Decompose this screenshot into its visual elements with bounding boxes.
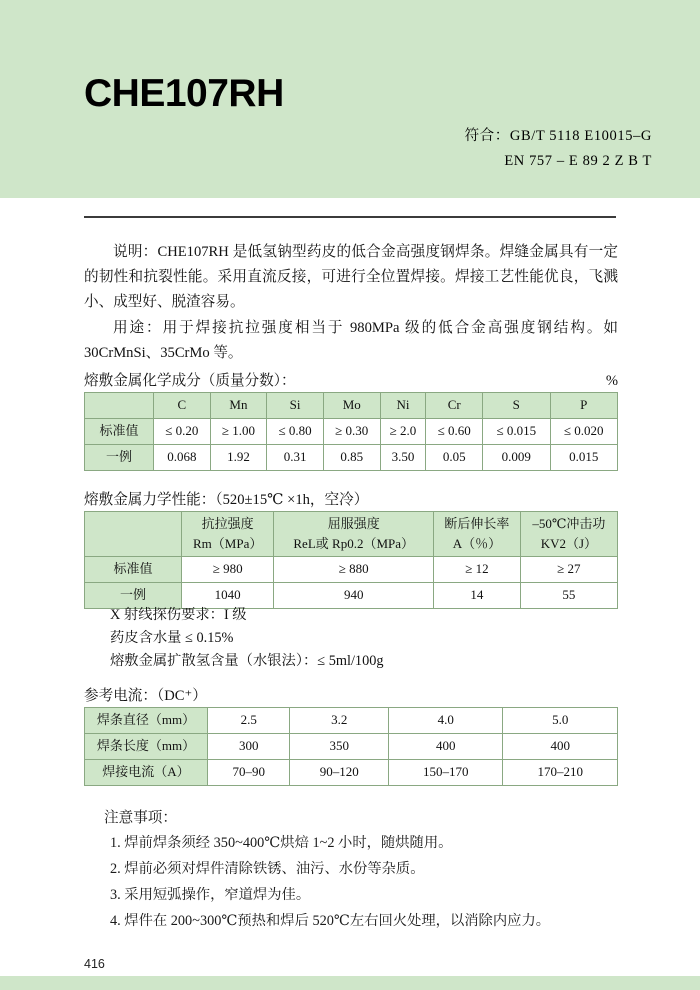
- mech-header-tensile: [182, 512, 274, 557]
- mech-header-impact: [520, 512, 617, 557]
- chem-row-1-mn: 1.92: [210, 445, 267, 471]
- current-row-1-v3: 400: [503, 734, 618, 760]
- chem-row-1-mo: 0.85: [323, 445, 380, 471]
- mech-table: [84, 511, 618, 609]
- table-row: [85, 708, 618, 734]
- warning-item-1: 1. 焊前焊条须经 350~400℃烘焙 1~2 小时，随烘随用。: [110, 835, 453, 851]
- chem-table-wrapper: [84, 392, 618, 471]
- chem-row-0-c: ≤ 0.20: [154, 419, 211, 445]
- table-row: [85, 557, 618, 583]
- current-row-2-v0: 70–90: [208, 760, 290, 786]
- mech-row-0-impact: ≥ 27: [520, 557, 617, 583]
- mech-row-0-elongation: ≥ 12: [434, 557, 521, 583]
- current-row-1-v1: 350: [290, 734, 388, 760]
- table-row: [85, 760, 618, 786]
- mech-row-0-tensile: ≥ 980: [182, 557, 274, 583]
- mech-header-impact-line1: –50℃冲击功: [532, 516, 606, 531]
- chem-row-1-label: 一例: [85, 445, 154, 471]
- page-title: CHE107RH: [84, 72, 284, 115]
- chem-row-1-cr: 0.05: [426, 445, 483, 471]
- warnings-title: 注意事项：: [104, 810, 177, 826]
- mech-header-elongation-line1: 断后伸长率: [444, 516, 510, 531]
- chem-row-0-s: ≤ 0.015: [483, 419, 550, 445]
- current-row-0-v1: 3.2: [290, 708, 388, 734]
- mech-row-1-tensile: 1040: [182, 583, 274, 609]
- warning-item-4: 4. 焊件在 200~300℃预热和焊后 520℃左右回火处理，以消除内应力。: [110, 913, 551, 929]
- current-row-0-v2: 4.0: [388, 708, 503, 734]
- warning-item-2: 2. 焊前必须对焊件清除铁锈、油污、水份等杂质。: [110, 861, 425, 877]
- mech-note-0: X 射线探伤要求：I 级: [110, 607, 247, 623]
- mech-notes: [84, 604, 644, 673]
- current-table: [84, 707, 618, 786]
- chem-row-0-mo: ≥ 0.30: [323, 419, 380, 445]
- page-number: 416: [84, 957, 105, 971]
- chem-row-0-mn: ≥ 1.00: [210, 419, 267, 445]
- standards-block: [465, 124, 652, 174]
- table-header-row: [85, 512, 618, 557]
- header-divider: [84, 216, 616, 218]
- chem-row-0-ni: ≥ 2.0: [380, 419, 426, 445]
- chem-header-blank: [85, 393, 154, 419]
- header-band: [0, 0, 700, 198]
- chem-row-0-cr: ≤ 0.60: [426, 419, 483, 445]
- mech-header-yield-line1: 屈服强度: [327, 516, 380, 531]
- chem-row-0-label: 标准值: [85, 419, 154, 445]
- mech-note-1: 药皮含水量 ≤ 0.15%: [110, 630, 234, 646]
- table-row: [85, 445, 618, 471]
- mech-row-1-label: 一例: [85, 583, 182, 609]
- table-row: [85, 734, 618, 760]
- chem-header-mn: Mn: [210, 393, 267, 419]
- chem-header-cr: Cr: [426, 393, 483, 419]
- chem-row-1-ni: 3.50: [380, 445, 426, 471]
- chem-row-1-si: 0.31: [267, 445, 324, 471]
- chem-header-p: P: [550, 393, 618, 419]
- chem-table: [84, 392, 618, 471]
- table-header-row: [85, 393, 618, 419]
- description-block: [84, 240, 618, 366]
- current-row-1-label: 焊条长度（mm）: [85, 734, 208, 760]
- chem-header-ni: Ni: [380, 393, 426, 419]
- mech-header-tensile-line2: Rm（MPa）: [193, 536, 263, 551]
- chem-row-1-p: 0.015: [550, 445, 618, 471]
- current-row-0-v3: 5.0: [503, 708, 618, 734]
- current-row-2-label: 焊接电流（A）: [85, 760, 208, 786]
- mech-header-tensile-line1: 抗拉强度: [201, 516, 254, 531]
- chem-row-0-si: ≤ 0.80: [267, 419, 324, 445]
- mech-row-1-impact: 55: [520, 583, 617, 609]
- mech-note-2: 熔敷金属扩散氢含量（水银法）：≤ 5ml/100g: [110, 653, 384, 669]
- standard-line-2: EN 757 – E 89 2 Z B T: [504, 153, 652, 169]
- footer-band: [0, 976, 700, 990]
- mech-table-wrapper: [84, 511, 618, 609]
- mech-row-0-label: 标准值: [85, 557, 182, 583]
- mech-header-impact-line2: KV2（J）: [540, 536, 598, 551]
- warnings-list: [84, 830, 618, 934]
- chem-caption: 熔敷金属化学成分（质量分数）：: [84, 373, 296, 389]
- chem-row-1-s: 0.009: [483, 445, 550, 471]
- chem-header-c: C: [154, 393, 211, 419]
- current-row-2-v1: 90–120: [290, 760, 388, 786]
- table-row: [85, 419, 618, 445]
- current-row-2-v2: 150–170: [388, 760, 503, 786]
- current-row-0-v0: 2.5: [208, 708, 290, 734]
- chem-header-s: S: [483, 393, 550, 419]
- description-paragraph-2: 用途：用于焊接抗拉强度相当于 980MPa 级的低合金高强度钢结构。如 30CrMnSi、35CrMo 等。: [84, 320, 618, 361]
- current-caption: 参考电流：（DC⁺）: [84, 688, 207, 704]
- header-inner: [0, 0, 700, 198]
- current-table-wrapper: [84, 707, 618, 786]
- mech-header-blank: [85, 512, 182, 557]
- description-paragraph-1: 说明：CHE107RH 是低氢钠型药皮的低合金高强度钢焊条。焊缝金属具有一定的韧性和抗裂性能。采用直流反接，可进行全位置焊接。焊接工艺性能优良，飞溅小、成型好、脱渣容易。: [84, 244, 618, 310]
- chem-row-1-c: 0.068: [154, 445, 211, 471]
- current-row-1-v2: 400: [388, 734, 503, 760]
- chem-header-si: Si: [267, 393, 324, 419]
- mech-caption: 熔敷金属力学性能：（520±15℃ ×1h，空冷）: [84, 492, 369, 508]
- mech-row-1-yield: 940: [274, 583, 434, 609]
- mech-header-yield-line2: ReL或 Rp0.2（MPa）: [293, 536, 415, 551]
- chem-caption-row: [84, 370, 618, 392]
- warning-item-3: 3. 采用短弧操作，窄道焊为佳。: [110, 887, 311, 903]
- warnings-block: [84, 806, 618, 934]
- mech-header-elongation: [434, 512, 521, 557]
- mech-row-1-elongation: 14: [434, 583, 521, 609]
- mech-row-0-yield: ≥ 880: [274, 557, 434, 583]
- chem-row-0-p: ≤ 0.020: [550, 419, 618, 445]
- current-row-0-label: 焊条直径（mm）: [85, 708, 208, 734]
- chem-unit: %: [605, 373, 618, 389]
- chem-header-mo: Mo: [323, 393, 380, 419]
- current-row-2-v3: 170–210: [503, 760, 618, 786]
- standard-line-1: 符合：GB/T 5118 E10015–G: [464, 128, 652, 144]
- current-row-1-v0: 300: [208, 734, 290, 760]
- mech-header-elongation-line2: A（％）: [452, 536, 502, 551]
- mech-header-yield: [274, 512, 434, 557]
